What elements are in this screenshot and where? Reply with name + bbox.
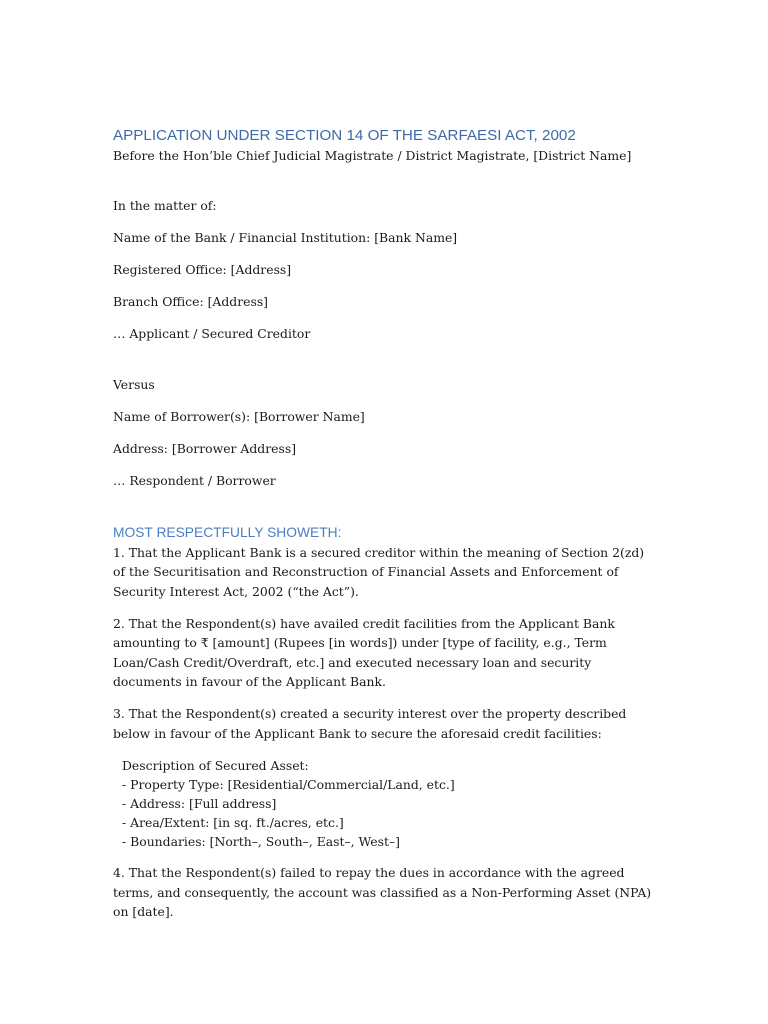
document-title: APPLICATION UNDER SECTION 14 OF THE SARFAESI ACT, 2002 <box>113 127 576 144</box>
versus-label: Versus <box>113 377 155 392</box>
matter-intro: In the matter of: <box>113 197 217 213</box>
asset-address: - Address: [Full address] <box>122 795 277 811</box>
paragraph-1: 1. That the Applicant Bank is a secured creditor within the meaning of Section 2(zd) of the Securitisation and Reconstruction of Financial Assets and Enforcement of Security Interest Act, 2002 (“the Act”). <box>113 544 645 599</box>
asset-property-type: - Property Type: [Residential/Commercial/Land, etc.] <box>122 776 455 792</box>
secured-asset-description <box>122 756 658 851</box>
paragraph-4: 4. That the Respondent(s) failed to repay the dues in accordance with the agreed terms, and consequently, the account was classified as a Non-Performing Asset (NPA) on [date]. <box>113 865 652 919</box>
asset-heading: Description of Secured Asset: <box>122 757 309 773</box>
paragraph-3: 3. That the Respondent(s) created a security interest over the property described below in favour of the Applicant Bank to secure the aforesaid credit facilities: <box>113 706 627 741</box>
borrower-address-line: Address: [Borrower Address] <box>113 441 297 456</box>
bank-name-line: Name of the Bank / Financial Institution: [Bank Name] <box>113 229 458 245</box>
asset-area: - Area/Extent: [in sq. ft./acres, etc.] <box>122 814 344 830</box>
showeth-heading: MOST RESPECTFULLY SHOWETH: <box>113 524 342 540</box>
paragraph-2: 2. That the Respondent(s) have availed credit facilities from the Applicant Bank amounting to ₹ [amount] (Rupees [in words]) under [type of facility, e.g., Term Loan/Cash Credit/Overdraft, etc.] and executed necessary loan and security documents in favour of the Applicant Bank. <box>113 615 615 689</box>
registered-office-line: Registered Office: [Address] <box>113 261 292 277</box>
court-line: Before the Hon’ble Chief Judicial Magistrate / District Magistrate, [District Name] <box>113 148 632 163</box>
respondent-role-line: … Respondent / Borrower <box>113 473 276 488</box>
asset-boundaries: - Boundaries: [North–, South–, East–, West–] <box>122 833 400 849</box>
branch-office-line: Branch Office: [Address] <box>113 293 269 309</box>
applicant-role-line: … Applicant / Secured Creditor <box>113 325 311 341</box>
borrower-name-line: Name of Borrower(s): [Borrower Name] <box>113 409 365 424</box>
document-body <box>113 126 658 934</box>
